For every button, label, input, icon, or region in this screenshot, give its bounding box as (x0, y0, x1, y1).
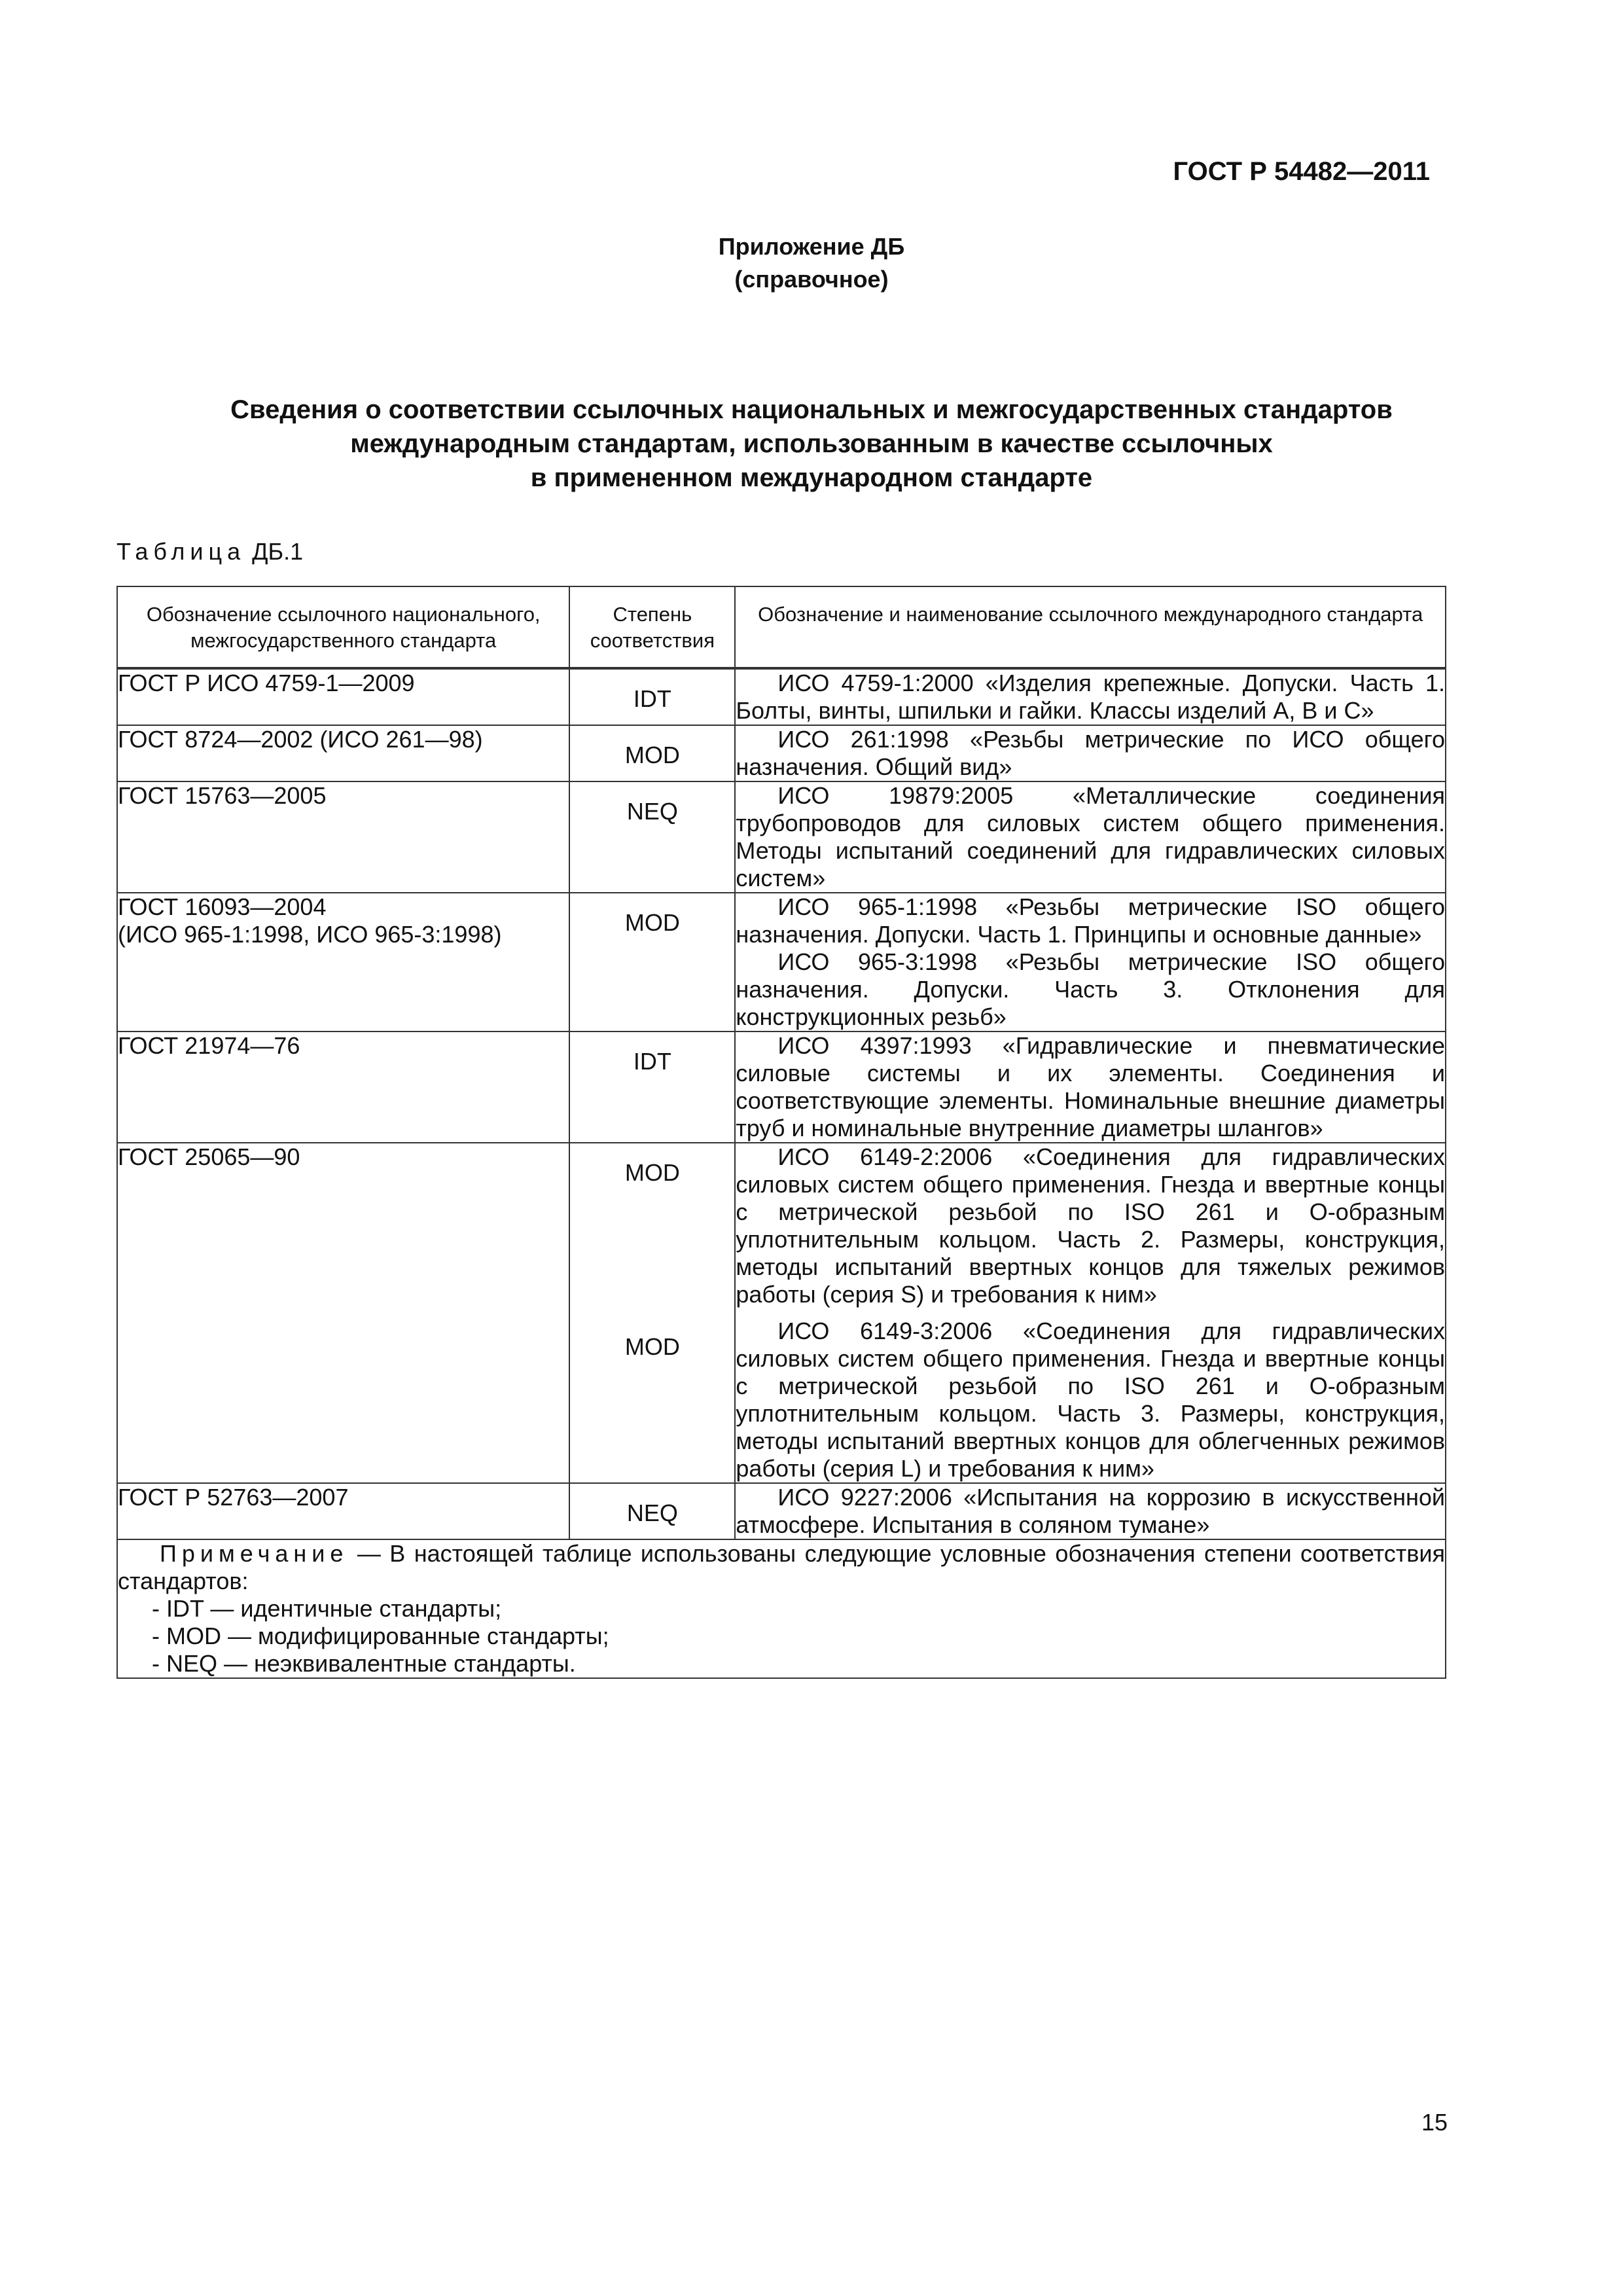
appendix-type: (справочное) (734, 266, 889, 293)
table-header-row (117, 586, 1446, 668)
international-standard-cell (735, 1483, 1446, 1539)
international-standard-text: ИСО 9227:2006 «Испытания на коррозию в искусственной атмосфере. Испытания в соляном тумане» (736, 1484, 1445, 1538)
degree-value: IDT (633, 1048, 671, 1075)
degree-cell (569, 668, 735, 725)
international-standard-cell (735, 725, 1446, 781)
national-standard-cell (117, 893, 569, 1031)
national-standard-cell: ГОСТ 21974—76 (117, 1031, 569, 1143)
table-note-row (117, 1539, 1446, 1678)
international-standard-cell (735, 1143, 1446, 1483)
degree-cell (569, 725, 735, 781)
note-item: - IDT — идентичные стандарты; (152, 1595, 502, 1622)
degree-cell (569, 893, 735, 1031)
degree-value: MOD (624, 1159, 680, 1186)
table-row (117, 1143, 1446, 1483)
header-international-standard: Обозначение и наименование ссылочного международного стандарта (735, 586, 1446, 668)
degree-value: MOD (624, 742, 680, 768)
international-standard-text: ИСО 6149-3:2006 «Соединения для гидравлических силовых систем общего применения. Гнезда и ввертные концы с метрической резьбой по ISO 261 и О-образным уплотнительным кольцом. Часть 3. Размеры, конструкция, методы испытаний ввертных концов для облегченных режимов работы (серия L) и требования к ним» (736, 1318, 1445, 1482)
page-number: 15 (1421, 2109, 1448, 2136)
table-row (117, 781, 1446, 893)
table-note (117, 1539, 1446, 1678)
correspondence-table (116, 586, 1446, 1679)
international-standard-cell (735, 668, 1446, 725)
international-standard-cell (735, 781, 1446, 893)
table-row (117, 1483, 1446, 1539)
appendix-title: Приложение ДБ (718, 233, 905, 260)
international-standard-text: ИСО 965-1:1998 «Резьбы метрические ISO общего назначения. Допуски. Часть 1. Принципы и основные данные» (736, 893, 1445, 948)
note-item: - NEQ — неэквивалентные стандарты. (152, 1650, 576, 1677)
appendix-heading (0, 230, 1623, 296)
degree-cell (569, 1483, 735, 1539)
header-national-standard: Обозначение ссылочного национального, межгосударственного стандарта (117, 586, 569, 668)
table-row (117, 668, 1446, 725)
document-code: ГОСТ Р 54482—2011 (1173, 157, 1430, 186)
table-row (117, 893, 1446, 1031)
international-standard-text: ИСО 6149-2:2006 «Соединения для гидравлических силовых систем общего применения. Гнезда и ввертные концы с метрической резьбой по ISO 261 и О-образным уплотнительным кольцом. Часть 2. Размеры, конструкция, методы испытаний ввертных концов для тяжелых режимов работы (серия S) и требования к ним» (736, 1143, 1445, 1308)
national-standard-cell: ГОСТ 25065—90 (117, 1143, 569, 1483)
national-standard-cell: ГОСТ Р 52763—2007 (117, 1483, 569, 1539)
international-standard-text: ИСО 4759-1:2000 «Изделия крепежные. Допуски. Часть 1. Болты, винты, шпильки и гайки. Классы изделий А, В и С» (736, 670, 1445, 724)
note-text-block (118, 1540, 1445, 1595)
degree-cell (569, 781, 735, 893)
table-label-number: ДБ.1 (252, 538, 304, 565)
table-label-word: Таблица (116, 538, 246, 565)
degree-value: IDT (633, 685, 671, 712)
degree-value: NEQ (626, 1499, 678, 1526)
main-title-line-3: в примененном международном стандарте (530, 463, 1093, 492)
degree-cell (569, 1143, 735, 1483)
note-text: — В настоящей таблице использованы следующие условные обозначения степени соответствия стандартов: (118, 1540, 1445, 1594)
header-degree: Степень соответствия (569, 586, 735, 668)
note-label: Примечание (160, 1540, 349, 1567)
national-standard-cell: ГОСТ 15763—2005 (117, 781, 569, 893)
national-standard-cell: ГОСТ Р ИСО 4759-1—2009 (117, 668, 569, 725)
degree-cell (569, 1031, 735, 1143)
main-title-line-1: Сведения о соответствии ссылочных национальных и межгосударственных стандартов (230, 395, 1393, 424)
international-standard-cell (735, 1031, 1446, 1143)
international-standard-text: ИСО 965-3:1998 «Резьбы метрические ISO общего назначения. Допуски. Часть 3. Отклонения для конструкционных резьб» (736, 948, 1445, 1030)
degree-value: NEQ (626, 798, 678, 825)
degree-value: MOD (624, 1333, 680, 1360)
international-standard-text: ИСО 4397:1993 «Гидравлические и пневматические силовые системы и их элементы. Соединения и соответствующие элементы. Номинальные внешние диаметры труб и номинальные внутренние диаметры шлангов» (736, 1032, 1445, 1141)
note-item: - MOD — модифицированные стандарты; (152, 1623, 609, 1649)
national-standard-line-1: ГОСТ 16093—2004 (118, 893, 327, 920)
degree-value: MOD (624, 909, 680, 936)
main-title-line-2: международным стандартам, использованным в качестве ссылочных (350, 429, 1273, 458)
national-standard-cell: ГОСТ 8724—2002 (ИСО 261—98) (117, 725, 569, 781)
table-row (117, 725, 1446, 781)
table-row (117, 1031, 1446, 1143)
international-standard-text: ИСО 261:1998 «Резьбы метрические по ИСО общего назначения. Общий вид» (736, 726, 1445, 780)
national-standard-line-2: (ИСО 965-1:1998, ИСО 965-3:1998) (118, 921, 502, 948)
international-standard-cell (735, 893, 1446, 1031)
international-standard-text: ИСО 19879:2005 «Металлические соединения трубопроводов для силовых систем общего применения. Методы испытаний соединений для гидравлических силовых систем» (736, 782, 1445, 891)
main-title (98, 393, 1525, 495)
table-label (116, 538, 303, 565)
